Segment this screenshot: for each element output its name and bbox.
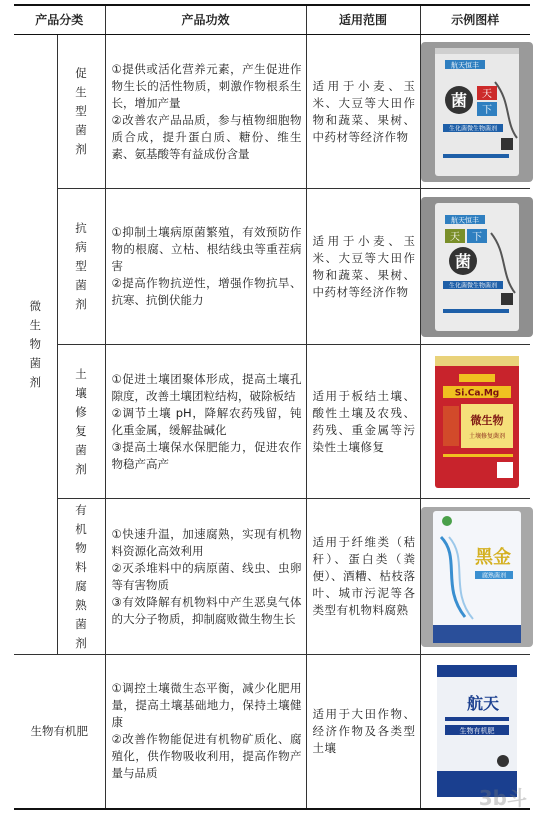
header-category: 产品分类	[14, 5, 105, 35]
bag-band: 生物有机肥	[459, 727, 495, 736]
image-cell	[420, 345, 530, 499]
bag-band: 腐熟菌剂	[481, 572, 506, 579]
header-image: 示例图样	[420, 5, 530, 35]
image-cell	[420, 499, 530, 655]
bag-main-char: 菌	[454, 251, 471, 271]
function-item: ②提高作物抗逆性，增强作物抗旱、抗寒、抗倒伏能力	[111, 276, 302, 307]
product-table	[14, 4, 530, 810]
product-bag-icon	[421, 661, 533, 801]
table-row	[14, 189, 530, 345]
product-bag-icon	[421, 507, 533, 647]
bag-band: 生化菌微生物菌剂	[448, 125, 497, 132]
function-cell	[105, 345, 306, 499]
bag-main-char: 微生物	[470, 413, 504, 427]
function-item: ①促进土壤团聚体形成，提高土壤孔隙度，改善土壤团粒结构，破除板结	[111, 371, 302, 403]
function-item: ②灭杀堆料中的病原菌、线虫、虫卵等有害物质	[111, 560, 302, 592]
bag-char: 天	[481, 88, 492, 100]
header-function: 产品功效	[105, 5, 306, 35]
function-item: ①提供或活化营养元素，产生促进作物生长的活性物质，刺激作物根系生长，增加产量	[111, 61, 302, 110]
bag-main-char: 菌	[450, 90, 467, 110]
scope-cell: 适用于大田作物、经济作物及各类型土壤	[306, 655, 420, 809]
table-header-row	[14, 5, 530, 35]
category-cell: 生物有机肥	[14, 655, 105, 809]
header-scope: 适用范围	[306, 5, 420, 35]
subcategory-cell	[57, 345, 105, 499]
subcategory-cell	[57, 499, 105, 655]
bag-brand: 航天恒丰	[450, 61, 479, 69]
product-bag-icon	[421, 352, 533, 492]
image-cell	[420, 35, 530, 189]
function-item: ①快速升温，加速腐熟，实现有机物料资源化高效利用	[111, 526, 302, 558]
subcategory-label: 土壤修复菌剂	[75, 366, 87, 476]
subcategory-cell	[57, 35, 105, 189]
table-row	[14, 345, 530, 499]
group-label: 微生物菌剂	[29, 299, 41, 389]
function-item: ①抑制土壤病原菌繁殖，有效预防作物的根腐、立枯、根结线虫等重茬病害	[111, 225, 302, 273]
bag-brand: Si.Ca.Mg	[454, 388, 499, 398]
scope-cell: 适用于板结土壤、酸性土壤及农残、药残、重金属等污染性土壤修复	[306, 345, 420, 499]
subcategory-label: 促生型菌剂	[75, 66, 87, 156]
table-row	[14, 35, 530, 189]
function-item: ②改善农产品品质，参与植物细胞物质合成，提升蛋白质、糖份、维生素、氨基酸等有益成份含量	[111, 112, 302, 161]
bag-main-char: 航天	[466, 694, 499, 714]
bag-char: 下	[481, 104, 492, 116]
scope-cell: 适用于小麦、玉米、大豆等大田作物和蔬菜、果树、中药材等经济作物	[306, 189, 420, 345]
product-bag-icon	[421, 197, 533, 337]
table-row	[14, 499, 530, 655]
function-item: ③提高土壤保水保肥能力，促进农作物稳产高产	[111, 439, 302, 471]
bag-brand: 航天恒丰	[450, 216, 479, 224]
product-bag-icon	[421, 42, 533, 182]
function-cell	[105, 35, 306, 189]
scope-cell: 适用于小麦、玉米、大豆等大田作物和蔬菜、果树、中药材等经济作物	[306, 35, 420, 189]
watermark-logo: 3b斗	[478, 786, 527, 810]
function-item: ③有效降解有机物料中产生恶臭气体的大分子物质，抑制腐败微生物生长	[111, 594, 302, 626]
function-cell	[105, 499, 306, 655]
bag-char: 天	[449, 231, 460, 243]
bag-band: 生化菌微生物菌剂	[448, 282, 497, 289]
image-cell	[420, 189, 530, 345]
bag-char: 下	[471, 231, 482, 243]
function-item: ①调控土壤微生态平衡，减少化肥用量，提高土壤基础地力，保持土壤健康	[111, 681, 302, 730]
function-cell	[105, 655, 306, 809]
subcategory-label: 有机物料腐熟菌剂	[75, 502, 87, 650]
subcategory-cell	[57, 189, 105, 345]
function-item: ②改善作物能促进有机物矿质化、腐殖化，供作物吸收利用，提高作物产量与品质	[111, 732, 302, 781]
bag-band: 土壤修复菌剂	[468, 432, 505, 440]
function-item: ②调节土壤 pH，降解农药残留，钝化重金属，缓解盐碱化	[111, 405, 302, 437]
scope-cell: 适用于纤维类（秸秆）、蛋白类（粪便）、酒糟、枯枝落叶、城市污泥等各类型有机物料腐熟	[306, 499, 420, 655]
bag-main-char: 黑金	[474, 546, 511, 568]
table-row	[14, 655, 530, 809]
subcategory-label: 抗病型菌剂	[75, 221, 87, 311]
group-cell	[14, 35, 57, 655]
function-cell	[105, 189, 306, 345]
